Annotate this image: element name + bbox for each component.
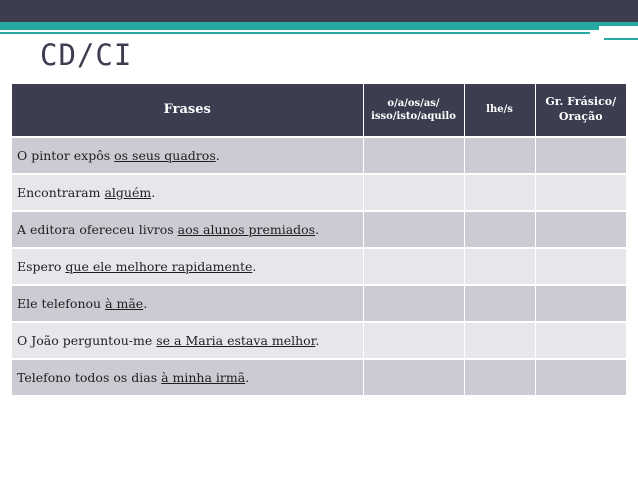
answer-cell-pronoun[interactable] (363, 248, 464, 285)
table-row (12, 359, 626, 396)
sentence-cell (12, 248, 363, 285)
table-row (12, 322, 626, 359)
sentence-cell (12, 285, 363, 322)
answer-cell-pronoun[interactable] (363, 359, 464, 396)
header-gr-line2: Oração (558, 110, 603, 123)
answer-cell-pronoun[interactable] (363, 211, 464, 248)
accent-line (0, 32, 590, 34)
sentence-punct: . (151, 185, 156, 200)
sentence-punct: . (252, 259, 257, 274)
underlined-complement: os seus quadros (114, 148, 216, 163)
header-frases: Frases (12, 84, 363, 137)
underlined-complement: à mãe (105, 296, 144, 311)
answer-cell-grupo[interactable] (535, 174, 626, 211)
underlined-complement: se a Maria estava melhor (156, 333, 316, 348)
sentence-text: O pintor expôs (17, 148, 115, 163)
answer-cell-lhe[interactable] (464, 137, 535, 174)
table-row (12, 211, 626, 248)
sentence-text: Espero (17, 259, 66, 274)
sentence-text: Encontraram (17, 185, 105, 200)
header-pronouns (363, 84, 464, 137)
underlined-complement: que ele melhore rapidamente (65, 259, 253, 274)
exercise-table (12, 84, 626, 397)
answer-cell-pronoun[interactable] (363, 174, 464, 211)
table-row (12, 248, 626, 285)
teal-band (0, 22, 638, 30)
answer-cell-lhe[interactable] (464, 174, 535, 211)
sentence-punct: . (315, 333, 320, 348)
header-pronouns-line2: isso/isto/aquilo (371, 111, 456, 122)
sentence-cell (12, 211, 363, 248)
sentence-text: Telefono todos os dias (17, 370, 162, 385)
header-gr-line1: Gr. Frásico/ (545, 95, 617, 109)
sentence-text: A editora ofereceu livros (17, 222, 178, 237)
answer-cell-grupo[interactable] (535, 211, 626, 248)
slide-title: CD/CI (40, 38, 133, 72)
answer-cell-lhe[interactable] (464, 211, 535, 248)
corner-accent-line (604, 38, 638, 40)
header-row (12, 84, 626, 137)
top-dark-bar (0, 0, 638, 22)
answer-cell-grupo[interactable] (535, 248, 626, 285)
underlined-complement: aos alunos premiados (177, 222, 316, 237)
header-grupo-frasico (535, 84, 626, 137)
answer-cell-lhe[interactable] (464, 322, 535, 359)
answer-cell-lhe[interactable] (464, 285, 535, 322)
header-lhe: lhe/s (464, 84, 535, 137)
table-row (12, 285, 626, 322)
answer-cell-lhe[interactable] (464, 359, 535, 396)
sentence-text: O João perguntou-me (17, 333, 157, 348)
answer-cell-pronoun[interactable] (363, 285, 464, 322)
sentence-cell (12, 359, 363, 396)
sentence-cell (12, 174, 363, 211)
answer-cell-pronoun[interactable] (363, 137, 464, 174)
sentence-punct: . (315, 222, 320, 237)
answer-cell-grupo[interactable] (535, 359, 626, 396)
answer-cell-grupo[interactable] (535, 322, 626, 359)
sentence-punct: . (143, 296, 148, 311)
answer-cell-grupo[interactable] (535, 137, 626, 174)
sentence-punct: . (245, 370, 250, 385)
answer-cell-lhe[interactable] (464, 248, 535, 285)
sentence-cell (12, 137, 363, 174)
table-row (12, 174, 626, 211)
underlined-complement: alguém (104, 185, 152, 200)
answer-cell-grupo[interactable] (535, 285, 626, 322)
header-pronouns-line1: o/a/os/as/ (387, 97, 440, 109)
sentence-text: Ele telefonou (17, 296, 106, 311)
sentence-cell (12, 322, 363, 359)
sentence-punct: . (215, 148, 220, 163)
table-row (12, 137, 626, 174)
answer-cell-pronoun[interactable] (363, 322, 464, 359)
underlined-complement: à minha irmã (161, 370, 246, 385)
